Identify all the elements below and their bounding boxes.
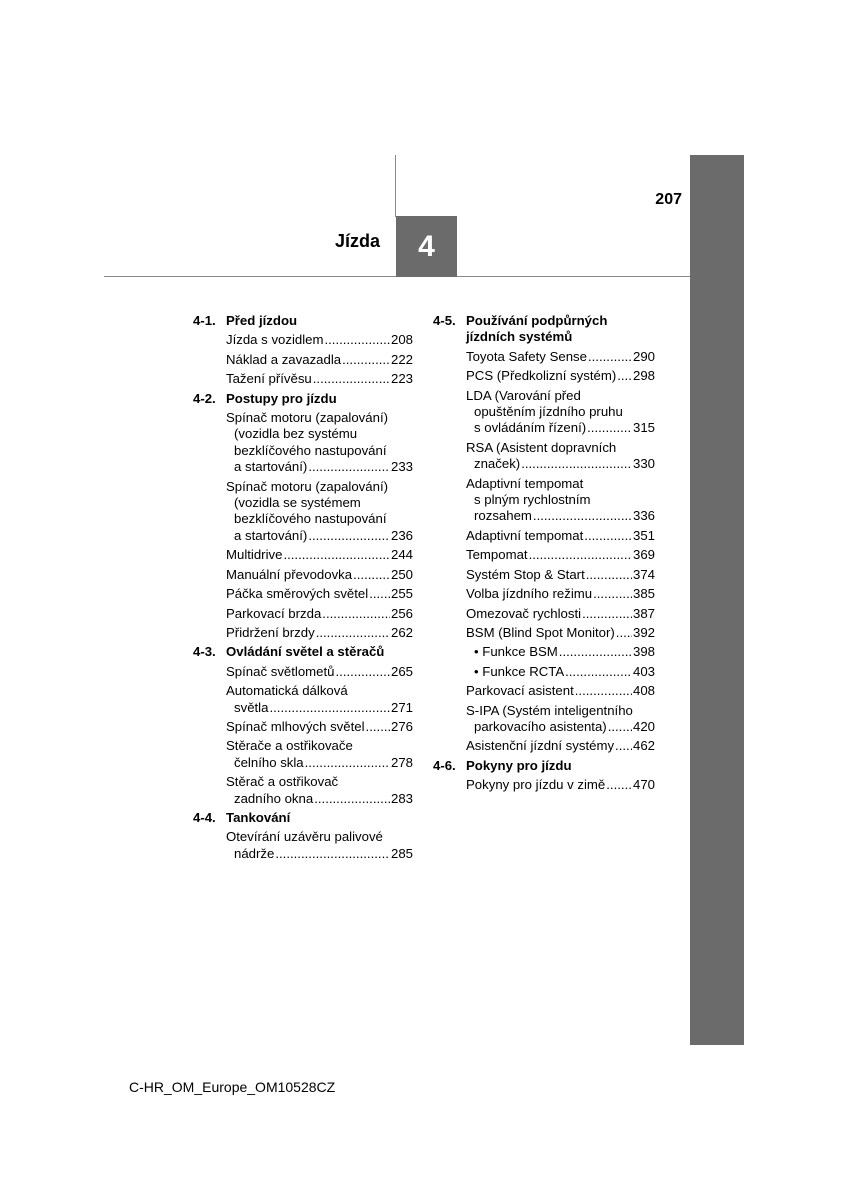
dot-leader (353, 567, 390, 583)
section-title: Před jízdou (226, 313, 298, 328)
toc-entry[interactable] (226, 547, 413, 563)
section-number: 4-3. (193, 644, 216, 660)
toc-entry[interactable] (226, 664, 413, 680)
toc-entry-page: 265 (390, 663, 413, 679)
dot-leader (283, 547, 390, 563)
dot-leader (275, 846, 390, 862)
toc-entry-page: 408 (632, 683, 655, 699)
toc-entry-label-line: (vozidla se systémem (234, 495, 361, 511)
chapter-number-box (396, 216, 457, 277)
toc-entry[interactable] (226, 606, 413, 622)
toc-entry[interactable] (226, 829, 413, 862)
toc-entry-label-line: Automatická dálková (226, 683, 348, 699)
toc-entry-label: Adaptivní tempomat (466, 527, 584, 543)
toc-entry-label: Tempomat (466, 547, 528, 563)
toc-entry[interactable] (226, 352, 413, 368)
toc-entry-label: Volba jízdního režimu (466, 586, 593, 602)
toc-entry[interactable] (226, 774, 413, 807)
toc-entry-label-line: RSA (Asistent dopravních (466, 439, 617, 455)
header-vertical-rule (395, 155, 396, 217)
toc-entry-page: 462 (632, 738, 655, 754)
toc-entry-page: 223 (390, 371, 413, 387)
dot-leader (616, 625, 632, 641)
toc-entry-label: Jízda s vozidlem (226, 332, 324, 348)
toc-entry[interactable] (226, 332, 413, 348)
chapter-number: 4 (418, 229, 435, 263)
dot-leader (314, 791, 390, 807)
dot-leader (366, 719, 390, 735)
dot-leader (269, 700, 390, 716)
toc-entry-label: Náklad a zavazadla (226, 351, 342, 367)
toc-entry-label-line: s plným rychlostním (474, 492, 591, 508)
toc-entry[interactable] (466, 368, 655, 384)
toc-entry-page: 330 (632, 456, 655, 472)
dot-leader (582, 606, 632, 622)
toc-entry-label-line: Otevírání uzávěru palivové (226, 829, 383, 845)
toc-entry-label: Systém Stop & Start (466, 566, 585, 582)
dot-leader (533, 508, 632, 524)
chapter-title: Jízda (334, 231, 380, 251)
toc-entry-label: Multidrive (226, 547, 283, 563)
toc-entry-label-line: Stěrače a ostřikovače (226, 738, 353, 754)
dot-leader (529, 547, 632, 563)
toc-entry-label: Manuální převodovka (226, 566, 353, 582)
toc-entry[interactable] (466, 586, 655, 602)
toc-entry-label: Spínač mlhových světel (226, 718, 365, 734)
toc-entry[interactable] (226, 410, 413, 476)
toc-entry-label-line: (vozidla bez systému (234, 426, 358, 442)
toc-entry-page: 385 (632, 586, 655, 602)
dot-leader (559, 644, 632, 660)
toc-entry-label-line: Stěrač a ostřikovač (226, 774, 339, 790)
toc-entry-label-line: LDA (Varování před (466, 387, 581, 403)
toc-section-heading (193, 313, 413, 329)
toc-entry-label: značek) (474, 456, 521, 472)
toc-section-heading (193, 644, 413, 660)
toc-entry[interactable] (226, 719, 413, 735)
section-title: Pokyny pro jízdu (466, 757, 572, 773)
toc-entry-page: 208 (390, 332, 413, 348)
toc-entry[interactable] (466, 703, 655, 736)
toc-entry-label: rozsahem (474, 508, 532, 524)
toc-entry-label: Tažení přívěsu (226, 371, 312, 387)
toc-entry[interactable] (226, 567, 413, 583)
toc-entry-label: BSM (Blind Spot Monitor) (466, 624, 615, 640)
toc-entry[interactable] (466, 547, 655, 563)
dot-leader (313, 371, 390, 387)
toc-entry[interactable] (466, 644, 655, 660)
toc-entry-label: Asistenční jízdní systémy (466, 738, 615, 754)
toc-entry-label-line: bezklíčového nastupování (234, 442, 387, 458)
toc-entry-label: PCS (Předkolizní systém) (466, 368, 617, 384)
toc-entry[interactable] (226, 586, 413, 602)
dot-leader (565, 664, 632, 680)
toc-entry[interactable] (466, 738, 655, 754)
toc-entry-page: 290 (632, 348, 655, 364)
toc-entry-page: 403 (632, 663, 655, 679)
toc-entry-page: 256 (390, 605, 413, 621)
toc-entry[interactable] (466, 349, 655, 365)
toc-right-column (433, 313, 655, 797)
dot-leader (606, 777, 632, 793)
toc-section-heading (193, 391, 413, 407)
dot-leader (342, 352, 390, 368)
section-title: Tankování (226, 809, 291, 825)
section-title: Používání podpůrných jízdních systémů (466, 313, 608, 345)
toc-entry-page: 315 (632, 420, 655, 436)
dot-leader (521, 456, 632, 472)
toc-entry-page: 336 (632, 508, 655, 524)
toc-entry[interactable] (466, 777, 655, 793)
dot-leader (369, 586, 390, 602)
toc-entry-page: 351 (632, 527, 655, 543)
toc-entry-page: 283 (390, 790, 413, 806)
section-title: Postupy pro jízdu (226, 390, 337, 406)
toc-entry-page: 420 (632, 718, 655, 734)
toc-entry-label: Parkovací asistent (466, 683, 574, 699)
section-title: Ovládání světel a stěračů (226, 644, 385, 660)
toc-entry-page: 298 (632, 368, 655, 384)
toc-entry-label: Páčka směrových světel (226, 586, 369, 602)
toc-entry-label: Toyota Safety Sense (466, 348, 587, 364)
toc-entry[interactable] (466, 606, 655, 622)
section-number: 4-2. (193, 390, 216, 406)
toc-entry[interactable] (226, 738, 413, 771)
toc-section-heading (433, 313, 655, 346)
toc-entry-page: 222 (390, 351, 413, 367)
toc-entry-page: 244 (390, 547, 413, 563)
toc-entry[interactable] (226, 683, 413, 716)
dot-leader (617, 368, 632, 384)
dot-leader (316, 625, 390, 641)
toc-entry-page: 278 (390, 754, 413, 770)
dot-leader (615, 738, 632, 754)
toc-entry-label-line: S-IPA (Systém inteligentního (466, 702, 633, 718)
dot-leader (608, 719, 632, 735)
toc-entry-page: 470 (632, 777, 655, 793)
dot-leader (308, 459, 390, 475)
toc-entry-page: 250 (390, 566, 413, 582)
dot-leader (324, 332, 390, 348)
dot-leader (584, 528, 632, 544)
toc-entry-label: Spínač světlometů (226, 663, 335, 679)
section-number: 4-6. (433, 757, 456, 773)
dot-leader (308, 528, 390, 544)
toc-entry-page: 387 (632, 605, 655, 621)
toc-entry[interactable] (466, 528, 655, 544)
toc-entry-label: Přidržení brzdy (226, 624, 315, 640)
toc-entry-label: Parkovací brzda (226, 605, 322, 621)
dot-leader (305, 755, 390, 771)
toc-entry-page: 271 (390, 699, 413, 715)
dot-leader (586, 567, 632, 583)
toc-entry[interactable] (466, 388, 655, 437)
toc-entry-page: 369 (632, 547, 655, 563)
toc-entry-label-line: bezklíčového nastupování (234, 511, 387, 527)
toc-entry-page: 285 (390, 845, 413, 861)
toc-entry[interactable] (466, 683, 655, 699)
toc-entry-page: 398 (632, 644, 655, 660)
dot-leader (593, 586, 632, 602)
dot-leader (322, 606, 390, 622)
toc-section-heading (193, 810, 413, 826)
toc-entry-page: 392 (632, 624, 655, 640)
toc-entry-label: a startování) (234, 527, 308, 543)
toc-entry-label: zadního okna (234, 790, 314, 806)
section-number: 4-4. (193, 809, 216, 825)
toc-entry[interactable] (466, 440, 655, 473)
toc-entry-page: 233 (390, 459, 413, 475)
toc-entry-label: světla (234, 699, 269, 715)
toc-entry[interactable] (226, 371, 413, 387)
toc-entry-page: 374 (632, 566, 655, 582)
toc-entry[interactable] (226, 479, 413, 545)
toc-left-column (193, 313, 413, 865)
dot-leader (587, 420, 632, 436)
section-number: 4-1. (193, 313, 216, 328)
toc-entry[interactable] (466, 476, 655, 525)
dot-leader (575, 683, 632, 699)
toc-entry[interactable] (466, 664, 655, 680)
toc-entry-label: a startování) (234, 459, 308, 475)
toc-entry-label-line: Spínač motoru (zapalování) (226, 410, 388, 426)
toc-entry-page: 276 (390, 718, 413, 734)
toc-entry[interactable] (466, 567, 655, 583)
toc-section-heading (433, 758, 655, 774)
dot-leader (336, 664, 390, 680)
toc-entry-page: 255 (390, 586, 413, 602)
toc-entry-label: Omezovač rychlosti (466, 605, 582, 621)
toc-entry[interactable] (466, 625, 655, 641)
page-number: 207 (655, 191, 682, 208)
toc-entry-label: s ovládáním řízení) (474, 420, 587, 436)
dot-leader (588, 349, 632, 365)
toc-entry-label-line: opuštěním jízdního pruhu (474, 404, 623, 420)
toc-entry-page: 236 (390, 527, 413, 543)
chapter-side-tab (690, 155, 744, 1045)
toc-entry-label-line: Spínač motoru (zapalování) (226, 478, 388, 494)
section-number: 4-5. (433, 313, 456, 328)
toc-entry-label-line: Adaptivní tempomat (466, 475, 584, 491)
toc-entry-label: • Funkce BSM (474, 644, 558, 660)
toc-entry-page: 262 (390, 624, 413, 640)
toc-entry-label: nádrže (234, 845, 275, 861)
footer-doc-code: C-HR_OM_Europe_OM10528CZ (129, 1079, 336, 1095)
toc-entry-label: čelního skla (234, 754, 304, 770)
toc-entry-label: • Funkce RCTA (474, 663, 565, 679)
toc-entry[interactable] (226, 625, 413, 641)
toc-entry-label: Pokyny pro jízdu v zimě (466, 777, 606, 793)
toc-entry-label: parkovacího asistenta) (474, 718, 607, 734)
